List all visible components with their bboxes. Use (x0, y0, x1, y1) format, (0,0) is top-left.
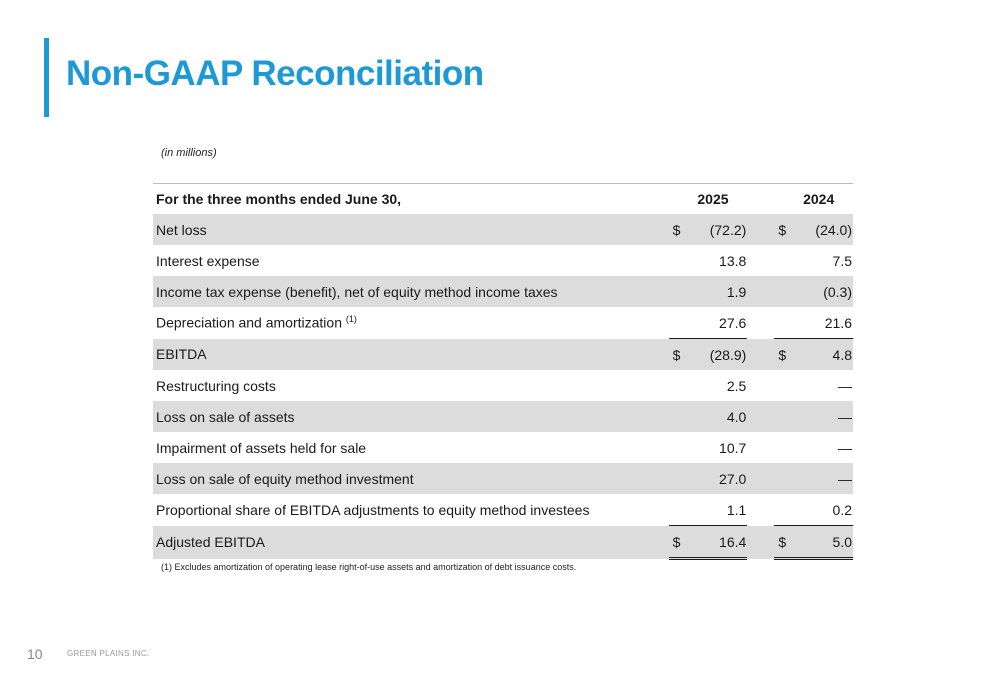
row-label: Income tax expense (benefit), net of equity method income taxes (156, 283, 558, 300)
value-2024: (24.0) (815, 221, 852, 238)
value-2024: 7.5 (832, 252, 852, 269)
currency-symbol: $ (778, 533, 787, 550)
row-label: EBITDA (156, 346, 207, 363)
value-2024: — (838, 439, 852, 456)
value-2024: 4.8 (832, 346, 852, 363)
units-note: (in millions) (161, 147, 217, 159)
currency-symbol: $ (672, 346, 681, 363)
title-accent-bar (44, 38, 49, 117)
value-2024: (0.3) (823, 283, 852, 300)
row-label: Loss on sale of equity method investment (156, 470, 414, 487)
table-header-row (153, 184, 853, 215)
table-row (153, 276, 853, 307)
value-2025: 27.0 (719, 470, 747, 487)
row-label: Restructuring costs (156, 377, 276, 394)
reconciliation-table (153, 183, 853, 560)
currency-symbol: $ (778, 221, 787, 238)
table-row (153, 401, 853, 432)
currency-symbol: $ (778, 346, 787, 363)
value-2025: 2.5 (726, 377, 747, 394)
table-row (153, 432, 853, 463)
value-2024: — (838, 470, 852, 487)
header-col-2025: 2025 (669, 184, 748, 215)
table-row (153, 307, 853, 339)
row-label: Adjusted EBITDA (156, 534, 265, 550)
row-label: Net loss (156, 221, 207, 238)
row-label: Depreciation and amortization (156, 315, 346, 332)
value-2025: 1.9 (726, 283, 747, 300)
value-2025: 10.7 (719, 439, 747, 456)
currency-symbol: $ (672, 533, 681, 550)
value-2024: 0.2 (832, 501, 852, 518)
company-name: GREEN PLAINS INC. (67, 649, 150, 658)
value-2025: 27.6 (719, 314, 747, 331)
row-label: Interest expense (156, 252, 260, 269)
value-2025: 4.0 (726, 408, 747, 425)
table-row-adjusted-ebitda (153, 526, 853, 559)
footnote: (1) Excludes amortization of operating lease right-of-use assets and amortization of debt issuance costs. (161, 562, 577, 572)
value-2024: 5.0 (832, 533, 852, 550)
value-2025: (28.9) (709, 346, 747, 363)
value-2025: 1.1 (726, 501, 747, 518)
value-2024: — (838, 377, 852, 394)
table-row (153, 463, 853, 494)
page-number: 10 (27, 646, 43, 662)
header-col-2024: 2024 (774, 184, 853, 215)
table-row (153, 214, 853, 245)
table-row (153, 370, 853, 401)
table-row (153, 245, 853, 276)
row-label: Proportional share of EBITDA adjustments to equity method investees (156, 501, 590, 518)
footnote-marker: (1) (345, 314, 357, 325)
currency-symbol: $ (672, 221, 681, 238)
row-label: Loss on sale of assets (156, 408, 295, 425)
value-2025: (72.2) (709, 221, 747, 238)
header-label: For the three months ended June 30, (153, 184, 642, 215)
value-2025: 16.4 (719, 533, 747, 550)
table-row-ebitda (153, 339, 853, 371)
row-label: Impairment of assets held for sale (156, 439, 367, 456)
value-2025: 13.8 (719, 252, 747, 269)
table-row (153, 494, 853, 526)
value-2024: 21.6 (824, 314, 852, 331)
value-2024: — (838, 408, 852, 425)
page-title: Non-GAAP Reconciliation (66, 54, 484, 93)
